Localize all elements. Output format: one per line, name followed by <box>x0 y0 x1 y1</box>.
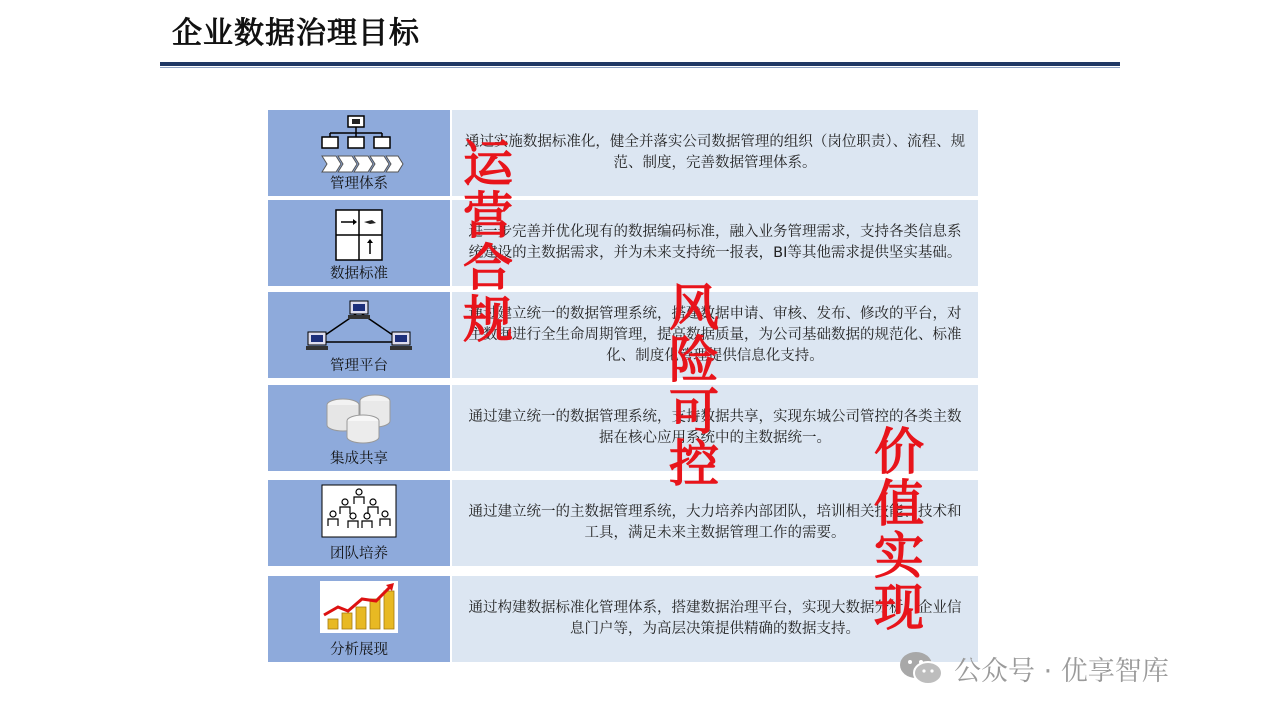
row-icon-cell <box>268 200 450 286</box>
title-underline <box>160 62 1120 66</box>
database-cylinders-icon <box>319 391 399 445</box>
row-description: 通过建立统一的数据管理系统，搭建数据申请、审核、发布、修改的平台，对主数据进行全生命周期管理，提高数据质量，为公司基础数据的规范化、标准化、制度化管理提供信息化支持。 <box>452 292 978 378</box>
goal-row-integration-sharing <box>268 385 978 471</box>
wechat-icon <box>898 649 944 687</box>
network-computers-icon <box>304 298 414 354</box>
overlay-operational-compliance <box>462 135 522 349</box>
row-description: 通过构建数据标准化管理体系，搭建数据治理平台，实现大数据分析，企业信息门户等，为高层决策提供精确的数据支持。 <box>452 576 978 662</box>
row-icon-cell <box>268 110 450 196</box>
row-label: 集成共享 <box>330 451 388 467</box>
row-label: 分析展现 <box>330 642 388 658</box>
row-description: 进一步完善并优化现有的数据编码标准，融入业务管理需求，支持各类信息系统建设的主数据需求，并为未来支持统一报表，BI等其他需求提供坚实基础。 <box>452 200 978 286</box>
goal-row-team-building <box>268 480 978 566</box>
row-label: 团队培养 <box>330 546 388 562</box>
row-icon-cell <box>268 292 450 378</box>
row-label: 数据标准 <box>330 266 388 282</box>
row-description: 通过建立统一的数据管理系统，支持数据共享，实现东城公司管控的各类主数据在核心应用系统中的主数据统一。 <box>452 385 978 471</box>
row-icon-cell <box>268 480 450 566</box>
goal-row-analysis-display <box>268 576 978 662</box>
goal-row-management-system <box>268 110 978 196</box>
growth-coins-chart-icon <box>320 581 398 633</box>
row-label: 管理平台 <box>330 358 388 374</box>
overlay-risk-control <box>668 279 728 493</box>
goal-row-data-standard <box>268 200 978 286</box>
overlay-text: 运营合规 <box>463 135 513 349</box>
page-title: 企业数据治理目标 <box>172 16 420 51</box>
standard-grid-icon <box>334 208 384 262</box>
goal-row-management-platform <box>268 292 978 378</box>
watermark-text: 公众号 · 优享智库 <box>954 655 1169 687</box>
team-people-icon <box>321 484 397 538</box>
watermark <box>898 648 1169 688</box>
overlay-text: 价值实现 <box>874 423 924 637</box>
org-chart-icon <box>314 114 404 176</box>
overlay-value-realization <box>873 423 933 637</box>
row-description: 通过建立统一的主数据管理系统，大力培养内部团队，培训相关技能、技术和工具，满足未来主数据管理工作的需要。 <box>452 480 978 566</box>
row-icon-cell <box>268 576 450 662</box>
overlay-text: 风险可控 <box>669 279 719 493</box>
row-label: 管理体系 <box>330 176 388 192</box>
row-icon-cell <box>268 385 450 471</box>
row-description: 通过实施数据标准化，健全并落实公司数据管理的组织（岗位职责）、流程、规范、制度，完善数据管理体系。 <box>452 110 978 196</box>
